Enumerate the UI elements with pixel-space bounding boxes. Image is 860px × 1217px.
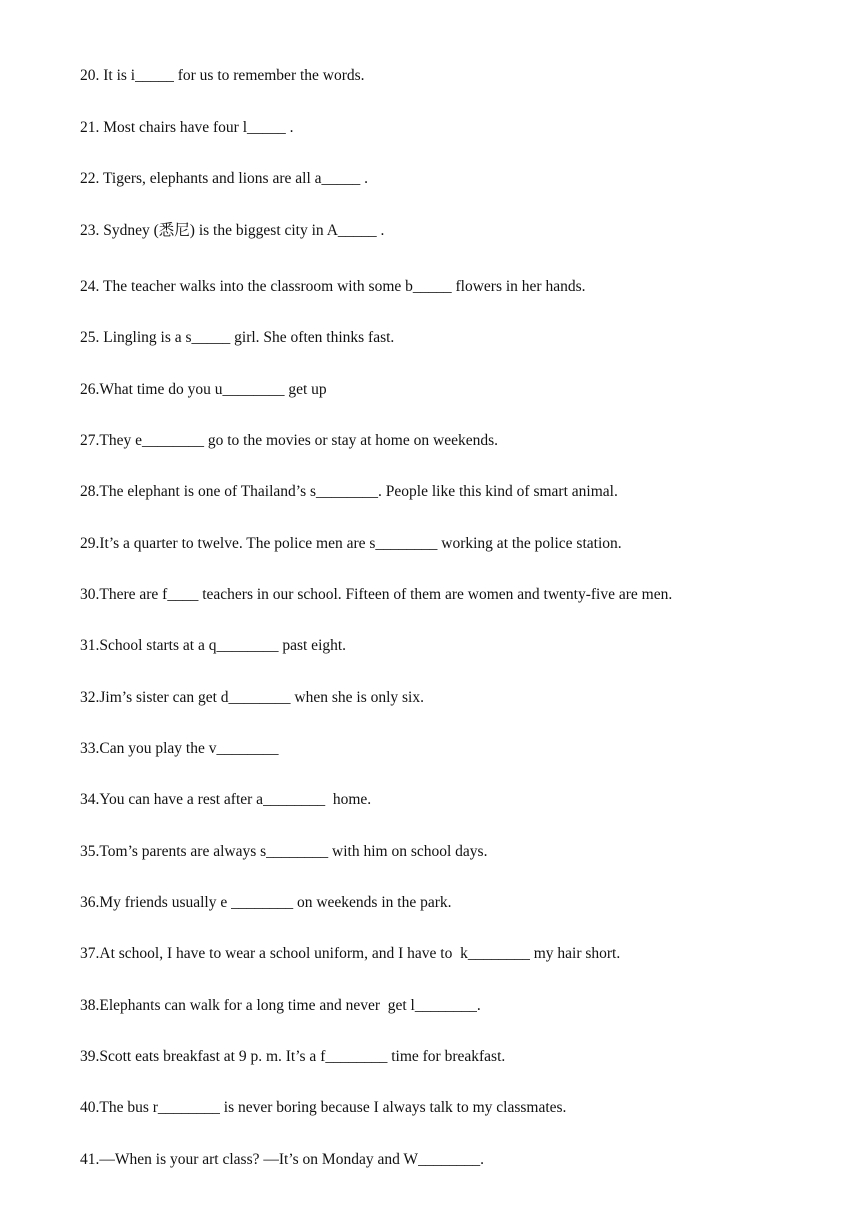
question-27: 27.They e________ go to the movies or stay at home on weekends. xyxy=(80,432,498,449)
question-20: 20. It is i_____ for us to remember the words. xyxy=(80,67,365,84)
question-22: 22. Tigers, elephants and lions are all a_____ . xyxy=(80,170,368,187)
question-32: 32.Jim’s sister can get d________ when she is only six. xyxy=(80,689,424,706)
question-29: 29.It’s a quarter to twelve. The police men are s________ working at the police station. xyxy=(80,535,622,552)
question-36: 36.My friends usually e ________ on weekends in the park. xyxy=(80,894,452,911)
question-38: 38.Elephants can walk for a long time and never get l________. xyxy=(80,997,481,1014)
question-37: 37.At school, I have to wear a school uniform, and I have to k________ my hair short. xyxy=(80,945,621,962)
question-30: 30.There are f____ teachers in our school. Fifteen of them are women and twenty-five are men. xyxy=(80,586,673,603)
question-35: 35.Tom’s parents are always s________ with him on school days. xyxy=(80,843,488,860)
question-39: 39.Scott eats breakfast at 9 p. m. It’s a f________ time for breakfast. xyxy=(80,1048,506,1065)
question-31: 31.School starts at a q________ past eight. xyxy=(80,637,347,654)
question-40: 40.The bus r________ is never boring because I always talk to my classmates. xyxy=(80,1099,567,1116)
question-21: 21. Most chairs have four l_____ . xyxy=(80,119,294,136)
question-28: 28.The elephant is one of Thailand’s s________. People like this kind of smart animal. xyxy=(80,483,618,500)
question-41: 41.—When is your art class? —It’s on Monday and W________. xyxy=(80,1151,484,1168)
question-23: 23. Sydney (悉尼) is the biggest city in A_____ . xyxy=(80,222,385,239)
question-33: 33.Can you play the v________ xyxy=(80,740,279,757)
question-34: 34.You can have a rest after a________ home. xyxy=(80,791,372,808)
question-24: 24. The teacher walks into the classroom with some b_____ flowers in her hands. xyxy=(80,278,586,295)
question-25: 25. Lingling is a s_____ girl. She often thinks fast. xyxy=(80,329,395,346)
question-26: 26.What time do you u________ get up xyxy=(80,381,327,398)
